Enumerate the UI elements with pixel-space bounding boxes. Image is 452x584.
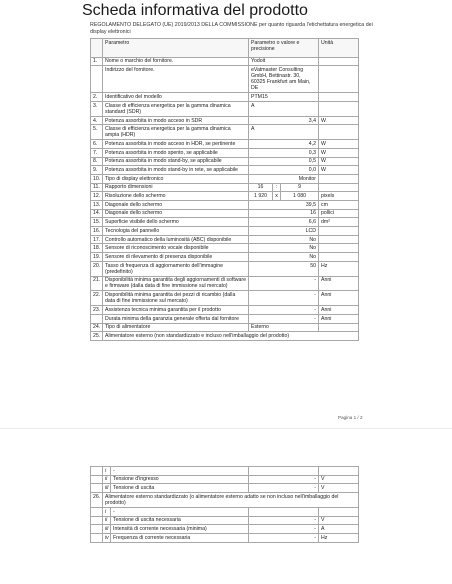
row-value-b: 1 080 [281,192,319,201]
row-parameter: Risoluzione dello schermo [103,192,249,201]
row-unit [319,101,359,116]
sub-row-index: ii [103,516,111,525]
table-row [91,218,359,227]
header-unit: Unità [319,39,359,58]
row-parameter: Tipo di display elettronico [103,174,249,183]
row-unit [319,66,359,93]
row-value: Monitor [249,174,319,183]
row-number: 26. [91,493,103,508]
row-number: 22. [91,291,103,306]
row-value: 0,3 [249,148,319,157]
table-row [91,166,359,175]
sub-row-parameter: Tensione d'ingresso [111,475,249,484]
page-number: Pagina 1 / 2 [338,415,363,420]
row-unit [319,93,359,102]
row-parameter: Classe di efficienza energetica per la gamma dinamica ampia (HDR) [103,125,249,140]
table-row [91,493,359,508]
row-unit: Anni [319,276,359,291]
sub-row-value: - [249,525,319,534]
row-unit [319,183,359,192]
row-parameter: Sensore di riconoscimento vocale disponibile [103,244,249,253]
sub-row [91,533,359,542]
row-value: PTM15 [249,93,319,102]
sub-row-value: - [249,533,319,542]
row-parameter: Potenza assorbita in modo stand-by, se applicabile [103,157,249,166]
row-number: 1. [91,57,103,66]
row-unit: cm [319,201,359,210]
row-value: Esterno [249,323,319,332]
row-parameter: Tasso di frequenza di aggiornamento dell'immagine (predefinito) [103,261,249,276]
row-value-a: 16 [249,183,273,192]
row-number [91,475,103,484]
row-number: 5. [91,125,103,140]
sub-row [91,516,359,525]
row-value: A [249,101,319,116]
row-unit: W [319,157,359,166]
row-parameter: Superficie visibile dello schermo [103,218,249,227]
row-parameter: Indirizzo del fornitore. [103,66,249,93]
sub-row-unit: V [319,516,359,525]
row-value: 0,5 [249,157,319,166]
sub-row-index: iii [103,484,111,493]
row-value: LCD [249,227,319,236]
table-row [91,276,359,291]
sub-row-unit: Hz [319,533,359,542]
row-number: 16. [91,227,103,236]
table-row [91,253,359,262]
sub-row-value: - [249,475,319,484]
header-number [91,39,103,58]
row-number: 21. [91,276,103,291]
row-number: 18. [91,244,103,253]
row-unit: W [319,140,359,149]
row-number [91,484,103,493]
row-unit [319,323,359,332]
row-unit [319,227,359,236]
sub-row-parameter: Tensione di uscita necessaria [111,516,249,525]
row-value: No [249,235,319,244]
sub-row-unit: V [319,475,359,484]
row-unit [319,174,359,183]
sub-row [91,507,359,516]
row-parameter: Potenza assorbita in modo spento, se applicabile [103,148,249,157]
row-parameter: Nome o marchio del fornitore. [103,57,249,66]
row-number: 13. [91,201,103,210]
row-unit: pixels [319,192,359,201]
row-parameter: Durata minima della garanzia generale offerta dal fornitore [103,314,249,323]
sub-row-index: iv [103,533,111,542]
sub-row [91,467,359,476]
row-value: eVatmaster Consulting GmbH, Bettinastr. 30, 60325 Frankfurt am Main, DE [249,66,319,93]
sub-row-parameter: Tensione di uscita [111,484,249,493]
sub-row-unit: V [319,484,359,493]
row-value: - [249,276,319,291]
regulation-subtitle: REGOLAMENTO DELEGATO (UE) 2019/2013 DELLA COMMISSIONE per quanto riguarda l'etichettatura energetica dei display elettronici [90,22,373,35]
row-number: 3. [91,101,103,116]
row-unit: Hz [319,261,359,276]
row-unit: Anni [319,314,359,323]
row-value: - [249,306,319,315]
sub-row-index: i [103,467,111,476]
row-number [91,467,103,476]
row-number: 12. [91,192,103,201]
table-row [91,157,359,166]
row-number [91,314,103,323]
row-value-separator: : [273,183,281,192]
row-unit: Anni [319,291,359,306]
row-number: 6. [91,140,103,149]
table-row [91,116,359,125]
row-unit: Anni [319,306,359,315]
table-row [91,57,359,66]
table-row [91,209,359,218]
sub-row-unit [319,467,359,476]
row-number: 14. [91,209,103,218]
row-number [91,525,103,534]
row-text: Alimentatore esterno standardizzato (o alimentatore esterno adatto se non incluso nell'imballaggio del prodotto) [103,493,359,508]
row-text: Alimentatore esterno (non standardizzato e incluso nell'imballaggio del prodotto) [103,332,359,341]
row-unit [319,235,359,244]
row-number: 24. [91,323,103,332]
sub-row [91,484,359,493]
row-number: 19. [91,253,103,262]
table-row [91,101,359,116]
header-parameter: Parametro [103,39,249,58]
row-value: - [249,314,319,323]
sub-row [91,475,359,484]
row-number: 2. [91,93,103,102]
row-value: 6,6 [249,218,319,227]
row-value: 3,4 [249,116,319,125]
row-number [91,66,103,93]
sub-row-unit: A [319,525,359,534]
table-header-row [91,39,359,58]
row-parameter: Diagonale dello schermo [103,201,249,210]
table-row [91,201,359,210]
row-number: 15. [91,218,103,227]
table-row [91,323,359,332]
sub-row-unit [319,507,359,516]
continuation-table [90,466,359,543]
table-row [91,291,359,306]
row-parameter: Sensore di rilevamento di presenza disponibile [103,253,249,262]
row-parameter: Identificativo del modello [103,93,249,102]
row-value: No [249,253,319,262]
header-value: Parametro o valore e precisione [249,39,319,58]
sub-row-value: - [249,484,319,493]
row-value: 39,5 [249,201,319,210]
row-parameter: Classe di efficienza energetica per la gamma dinamica standard (SDR) [103,101,249,116]
table-row [91,148,359,157]
row-parameter: Disponibilità minima garantita degli aggiornamenti di software e firmware (dalla data di fine immissione sul mercato) [103,276,249,291]
row-parameter: Potenza assorbita in modo stand-by in rete, se applicabile [103,166,249,175]
row-unit [319,57,359,66]
row-unit [319,253,359,262]
row-value: 4,2 [249,140,319,149]
row-value: A [249,125,319,140]
row-number: 8. [91,157,103,166]
table-row [91,332,359,341]
row-number: 25. [91,332,103,341]
row-number [91,533,103,542]
product-info-table [90,38,359,341]
row-parameter: Potenza assorbita in modo acceso in SDR [103,116,249,125]
sub-row-index: i [103,507,111,516]
page-divider [0,428,452,429]
table-row [91,183,359,192]
table-row [91,66,359,93]
row-number: 11. [91,183,103,192]
row-unit: W [319,166,359,175]
row-unit: pollici [319,209,359,218]
row-parameter: Diagonale dello schermo [103,209,249,218]
row-number: 4. [91,116,103,125]
sub-row-value [249,467,319,476]
sub-row-parameter: - [111,507,249,516]
table-row [91,174,359,183]
table-row [91,125,359,140]
sub-row-parameter: Frequenza di corrente necessaria [111,533,249,542]
sub-row-value [249,507,319,516]
row-value-b: 9 [281,183,319,192]
table-row [91,314,359,323]
row-number [91,516,103,525]
row-number: 20. [91,261,103,276]
row-number: 7. [91,148,103,157]
row-number: 17. [91,235,103,244]
row-value: 50 [249,261,319,276]
table-row [91,227,359,236]
row-value: Yodoit [249,57,319,66]
row-value: - [249,291,319,306]
row-number [91,507,103,516]
sub-row-parameter: Intensità di corrente necessaria (minima) [111,525,249,534]
page-title: Scheda informativa del prodotto [82,2,308,19]
row-value-a: 1 920 [249,192,273,201]
row-parameter: Disponibilità minima garantita dei pezzi di ricambio (dalla data di fine immissione sul mercato) [103,291,249,306]
row-unit [319,244,359,253]
row-parameter: Tipo di alimentatore [103,323,249,332]
table-row [91,140,359,149]
sub-row-parameter: - [111,467,249,476]
row-parameter: Assistenza tecnica minima garantita per il prodotto [103,306,249,315]
row-parameter: Tecnologia del pannello [103,227,249,236]
row-value: 0,0 [249,166,319,175]
row-value: No [249,244,319,253]
table-row [91,235,359,244]
table-row [91,244,359,253]
row-unit [319,125,359,140]
sub-row-value: - [249,516,319,525]
sub-row-index: iii [103,525,111,534]
row-value-separator: x [273,192,281,201]
table-row [91,192,359,201]
row-number: 10. [91,174,103,183]
row-parameter: Potenza assorbita in modo acceso in HDR, se pertinente [103,140,249,149]
row-unit: W [319,116,359,125]
sub-row [91,525,359,534]
table-row [91,261,359,276]
row-unit: dm² [319,218,359,227]
row-unit: W [319,148,359,157]
table-row [91,306,359,315]
sub-row-index: ii [103,475,111,484]
table-row [91,93,359,102]
row-number: 23. [91,306,103,315]
row-value: 16 [249,209,319,218]
row-number: 9. [91,166,103,175]
row-parameter: Rapporto dimensioni [103,183,249,192]
row-parameter: Controllo automatico della luminosità (ABC) disponibile [103,235,249,244]
